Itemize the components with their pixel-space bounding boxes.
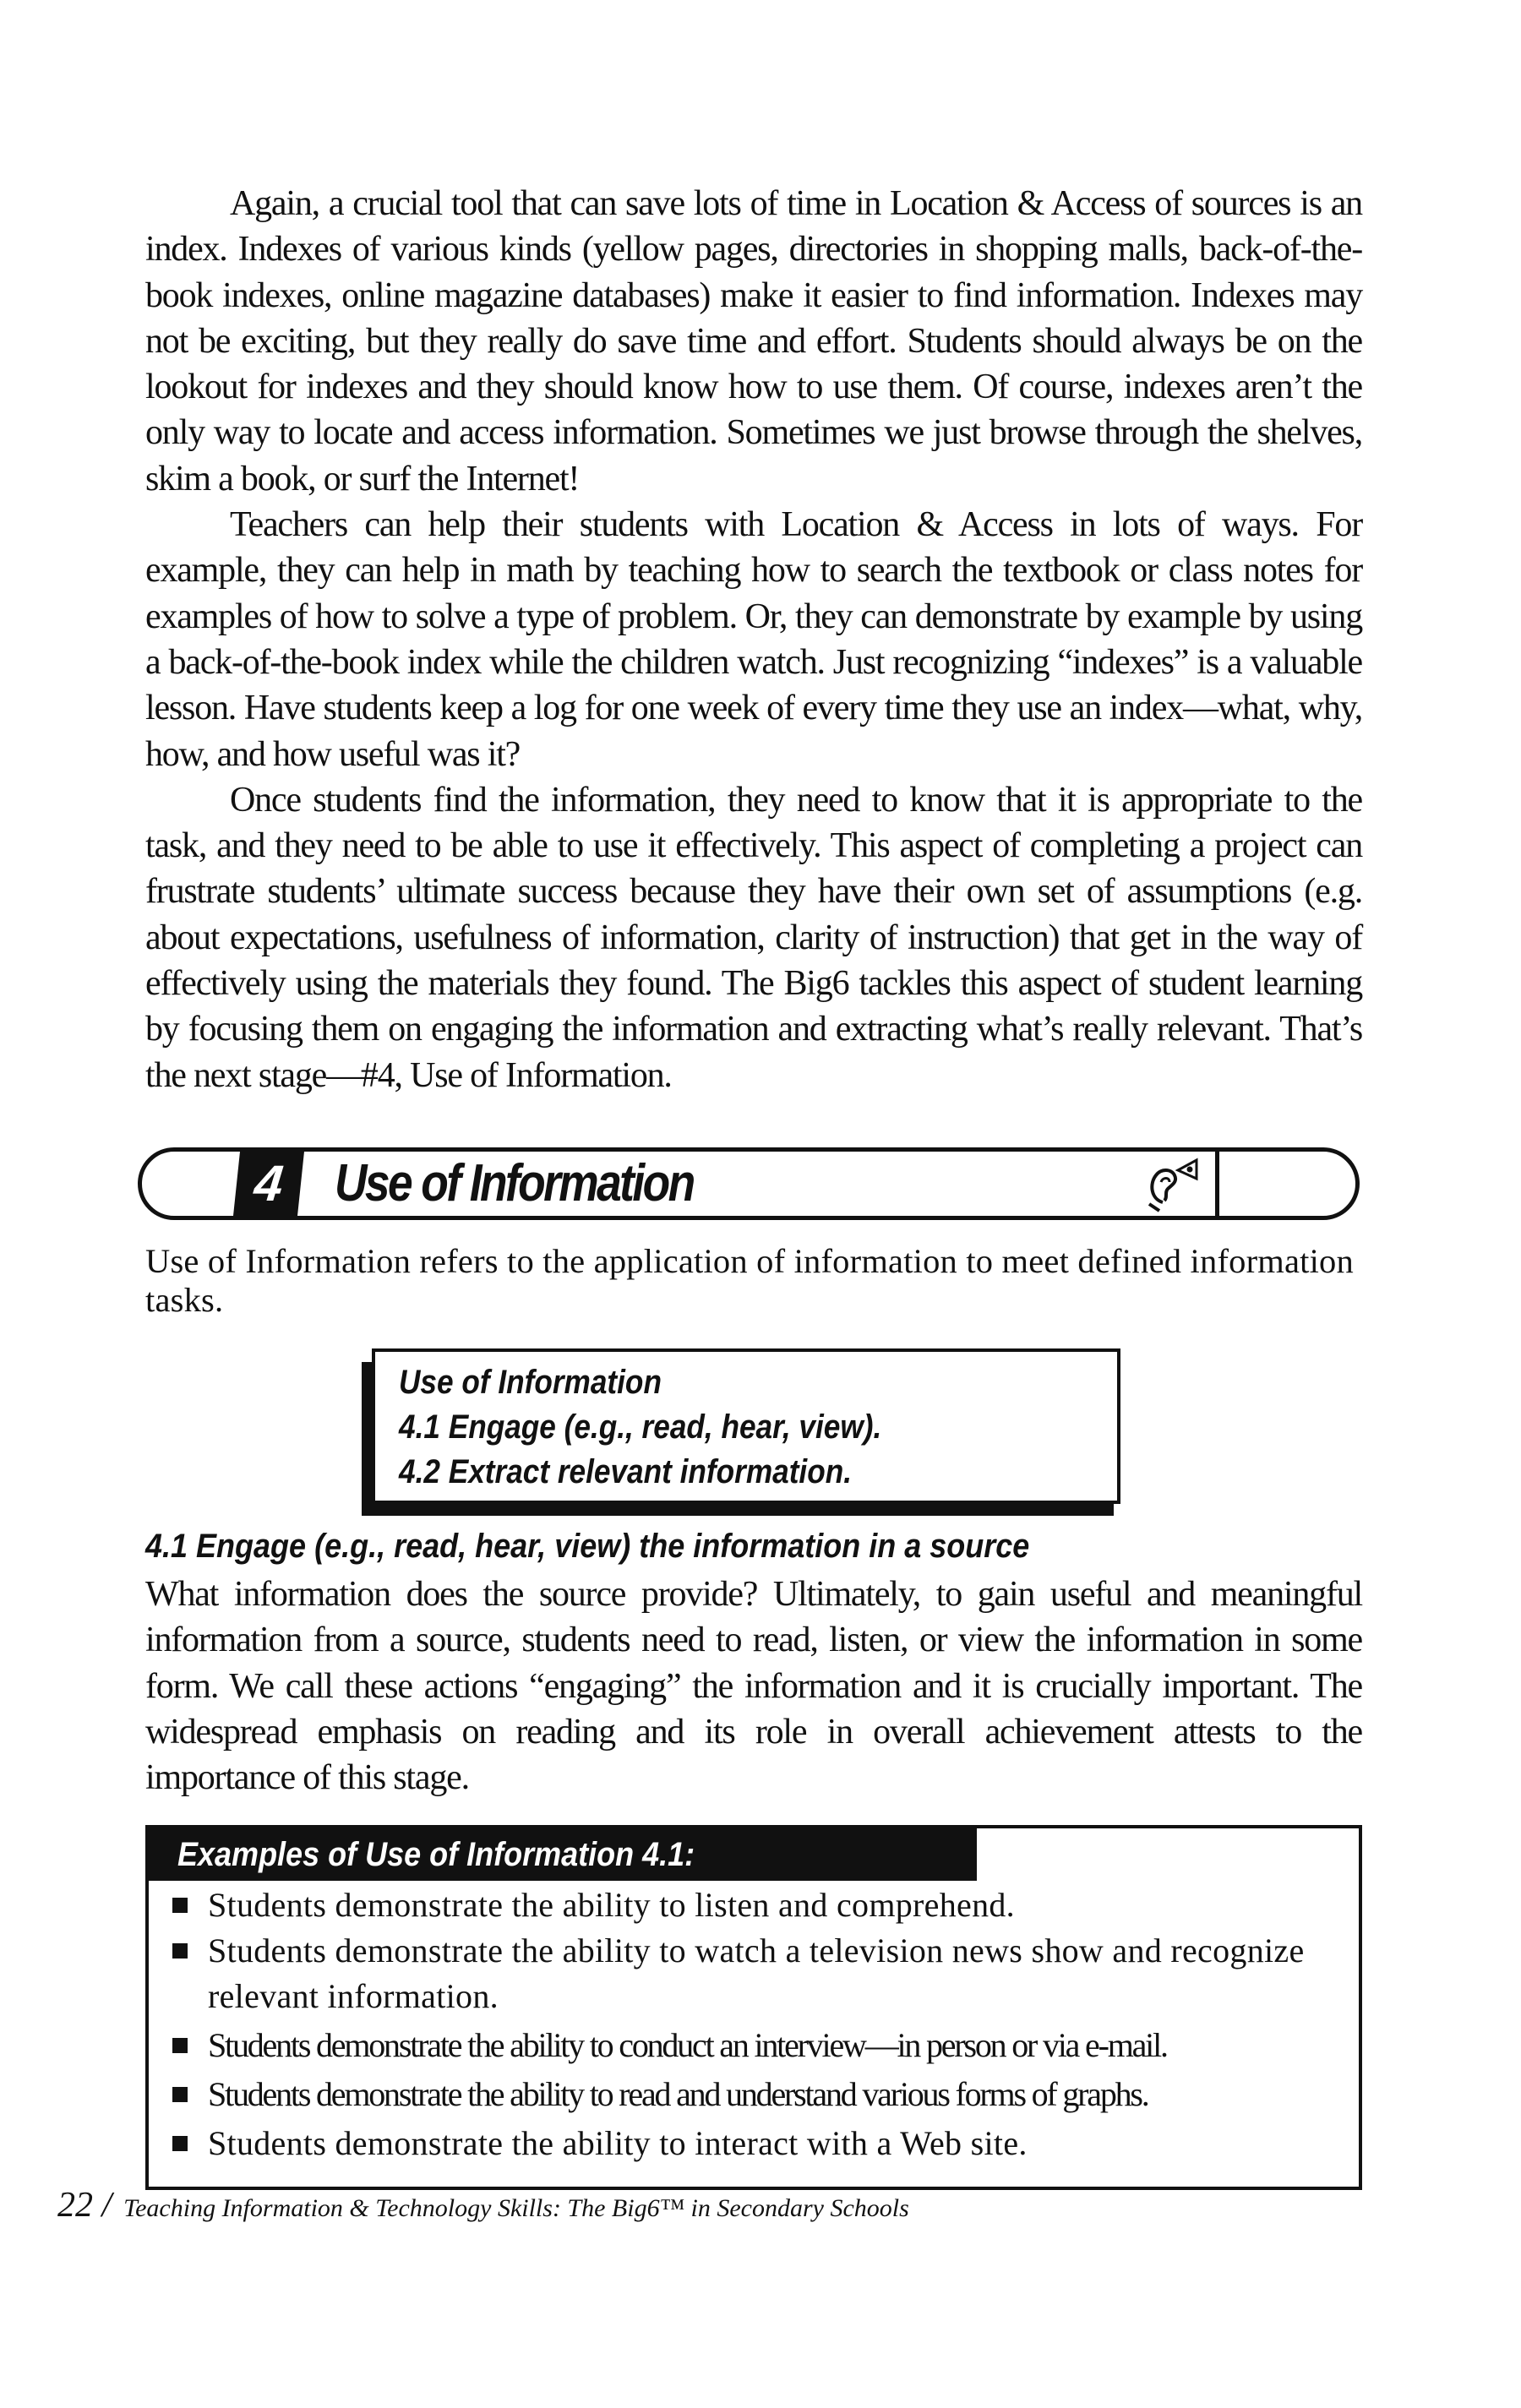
list-item-text: Students demonstrate the ability to watch a television news show and recognize relevant information. [208, 1931, 1305, 2015]
list-item [171, 2072, 1357, 2117]
paragraph: Again, a crucial tool that can save lots of time in Location & Access of sources is an index. Indexes of various kinds (yellow pages, directories in shopping malls, back-of-the-book indexes, online magazine databases) make it easier to find information. Indexes may not be exciting, but they really do save time and effort. Students should always be on the lookout for indexes and they should know how to use them. Of course, indexes aren’t the only way to locate and access information. Sometimes we just browse through the shelves, skim a book, or surf the Internet! [145, 184, 1362, 498]
book-title: Teaching Information & Technology Skills: The Big6™ in Secondary Schools [123, 2194, 909, 2222]
square-bullet-icon [172, 1943, 188, 1959]
section-title: Use of Information [335, 1154, 694, 1212]
list-item [171, 2121, 1357, 2166]
list-item [171, 1882, 1357, 1928]
list-item-text: Students demonstrate the ability to conduct an interview—in person or via e-mail. [208, 2026, 1167, 2064]
examples-list [171, 1882, 1357, 2166]
list-item [171, 2023, 1357, 2068]
summary-box [372, 1348, 1120, 1504]
page-number: 22 / [57, 2186, 112, 2225]
page-footer [57, 2185, 909, 2225]
section-number: 4 [232, 1147, 304, 1220]
list-item-text: Students demonstrate the ability to interact with a Web site. [208, 2124, 1028, 2162]
summary-line: 4.1 Engage (e.g., read, hear, view). [399, 1408, 882, 1446]
examples-heading-text: Examples of Use of Information 4.1: [177, 1836, 695, 1873]
section-definition: Use of Information refers to the application of information to meet defined information tasks. [145, 1242, 1354, 1319]
square-bullet-icon [172, 1898, 188, 1913]
paragraph: Teachers can help their students with Location & Access in lots of ways. For example, they can help in math by teaching how to search the textbook or class notes for examples of how to solve a type of problem. Or, they can demonstrate by example by using a back-of-the-book index while the children watch. Just recognizing “indexes” is a valuable lesson. Have students keep a log for one week of every time they use an index—what, why, how, and how useful was it? [145, 505, 1362, 774]
square-bullet-icon [172, 2038, 188, 2053]
list-item-text: Students demonstrate the ability to read and understand various forms of graphs. [208, 2075, 1148, 2113]
list-item-text: Students demonstrate the ability to listen and comprehend. [208, 1886, 1015, 1924]
section-banner [138, 1147, 1360, 1220]
ear-and-eye-icon [1146, 1153, 1200, 1214]
subsection-body: What information does the source provide? Ultimately, to gain useful and meaningful information from a source, students need to read, listen, or view the information in some form. We call these actions “engaging” the information and it is crucially important. The widespread emphasis on reading and its role in overall achievement attests to the importance of this stage. [145, 1575, 1362, 1798]
examples-box [145, 1825, 1362, 2190]
summary-line: Use of Information [399, 1364, 662, 1401]
intro-text [145, 181, 1362, 1098]
list-item [171, 1928, 1357, 2019]
summary-line: 4.2 Extract relevant information. [399, 1453, 853, 1490]
subsection-heading: 4.1 Engage (e.g., read, hear, view) the information in a source [145, 1528, 1030, 1565]
paragraph: Once students find the information, they need to know that it is appropriate to the task, and they need to be able to use it effectively. This aspect of completing a project can frustrate students’ ultimate success because they have their own set of assumptions (e.g. about expectations, usefulness of information, clarity of instruction) that get in the way of effectively using the materials they found. The Big6 tackles this aspect of student learning by focusing them on engaging the information and extracting what’s really relevant. That’s the next stage—#4, Use of Information. [145, 780, 1362, 1095]
square-bullet-icon [172, 2087, 188, 2102]
examples-heading [149, 1828, 977, 1881]
square-bullet-icon [172, 2136, 188, 2151]
banner-divider [1215, 1147, 1219, 1220]
